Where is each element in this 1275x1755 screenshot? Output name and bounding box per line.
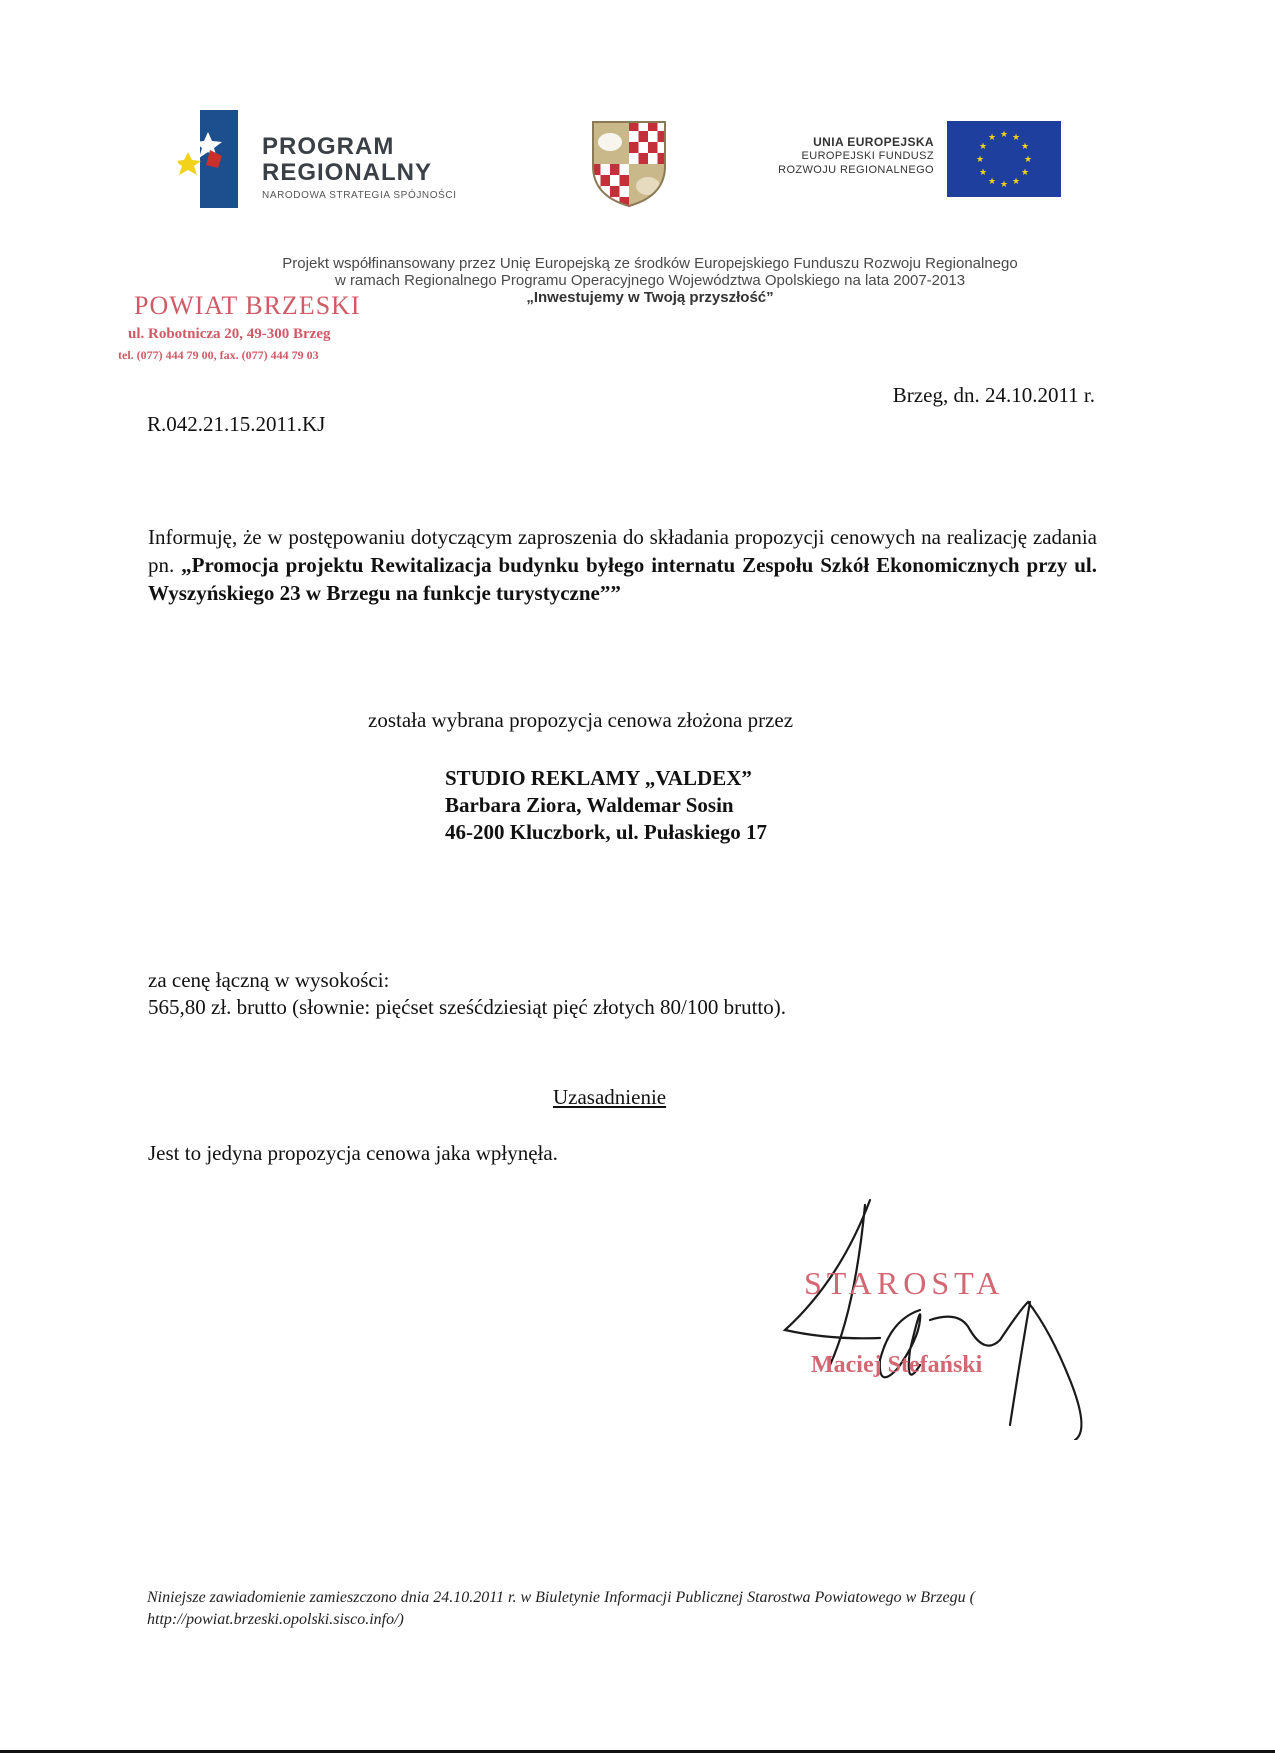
svg-text:★: ★ — [1020, 168, 1030, 178]
project-note-line-1: Projekt współfinansowany przez Unię Europejską ze środków Europejskiego Funduszu Rozwoju Regionalnego — [282, 255, 1018, 272]
justification-heading: Uzasadnienie — [553, 1085, 667, 1109]
eu-line-1: UNIA EUROPEJSKA — [813, 135, 934, 149]
reference-number: R.042.21.15.2011.KJ — [147, 412, 326, 436]
signature-title: STAROSTA — [804, 1265, 1005, 1301]
winner-name: STUDIO REKLAMY „VALDEX” — [445, 766, 752, 790]
office-stamp — [118, 292, 361, 364]
price-label: za cenę łączną w wysokości: — [148, 968, 390, 992]
svg-text:★: ★ — [987, 133, 997, 143]
place-date: Brzeg, dn. 24.10.2011 r. — [892, 383, 1095, 407]
program-line: PROGRAM — [262, 133, 395, 160]
price-block — [148, 967, 786, 1021]
coat-of-arms-icon — [591, 120, 667, 208]
eu-fund-text — [700, 135, 934, 177]
svg-text:★: ★ — [999, 180, 1009, 190]
regionalny-line: REGIONALNY — [262, 159, 433, 186]
project-note-line-3: „Inwestujemy w Twoją przyszłość” — [526, 289, 774, 306]
body-intro: Informuję, że w postępowaniu dotyczącym zaproszenia do składania propozycji cenowych na realizację zadania pn. — [148, 525, 1097, 577]
justification-text: Jest to jedyna propozycja cenowa jaka wpłynęła. — [148, 1141, 558, 1165]
project-note-line-2: w ramach Regionalnego Programu Operacyjnego Województwa Opolskiego na lata 2007-2013 — [334, 272, 966, 289]
svg-text:★: ★ — [978, 142, 988, 152]
program-regionalny-logo-icon — [178, 110, 238, 208]
strategy-line: NARODOWA STRATEGIA SPÓJNOŚCI — [262, 190, 457, 201]
stamp-name: POWIAT BRZESKI — [134, 291, 361, 320]
svg-text:★: ★ — [987, 177, 997, 187]
program-regionalny-text — [262, 134, 457, 201]
eu-flag-icon — [947, 121, 1061, 197]
svg-text:★: ★ — [1011, 133, 1021, 143]
task-title: „Promocja projektu Rewitalizacja budynku byłego internatu Zespołu Szkół Ekonomicznych przy ul. Wyszyńskiego 23 w Brzegu na funkcje turystyczne”” — [148, 553, 1097, 605]
winner-owners: Barbara Ziora, Waldemar Sosin — [445, 793, 734, 817]
selected-line: została wybrana propozycja cenowa złożona przez — [368, 708, 794, 732]
body-paragraph — [148, 523, 1097, 607]
winner-block — [445, 765, 767, 846]
svg-text:★: ★ — [1020, 142, 1030, 152]
letter-body — [148, 523, 1097, 607]
eu-line-3: ROZWOJU REGIONALNEGO — [778, 164, 934, 176]
price-value: 565,80 zł. brutto (słownie: pięćset sześćdziesiąt pięć złotych 80/100 brutto). — [148, 995, 786, 1019]
eu-line-2: EUROPEJSKI FUNDUSZ — [801, 150, 934, 162]
handwritten-signature-icon — [770, 1190, 1090, 1440]
bip-footnote: Niniejsze zawiadomienie zamieszczono dnia 24.10.2011 r. w Biuletynie Informacji Publicznej Starostwa Powiatowego w Brzegu ( http://powiat.brzeski.opolski.sisco.info/) — [147, 1589, 975, 1628]
svg-text:★: ★ — [1023, 155, 1033, 165]
svg-text:★: ★ — [978, 168, 988, 178]
stamp-phone: tel. (077) 444 79 00, fax. (077) 444 79 03 — [118, 348, 319, 362]
svg-text:★: ★ — [975, 155, 985, 165]
svg-text:★: ★ — [1011, 177, 1021, 187]
svg-text:★: ★ — [999, 130, 1009, 140]
scan-bottom-edge — [0, 1750, 1275, 1753]
stamp-address: ul. Robotnicza 20, 49-300 Brzeg — [128, 326, 331, 342]
winner-address: 46-200 Kluczbork, ul. Pułaskiego 17 — [445, 820, 768, 844]
signatory-name: Maciej Stefański — [811, 1352, 983, 1378]
